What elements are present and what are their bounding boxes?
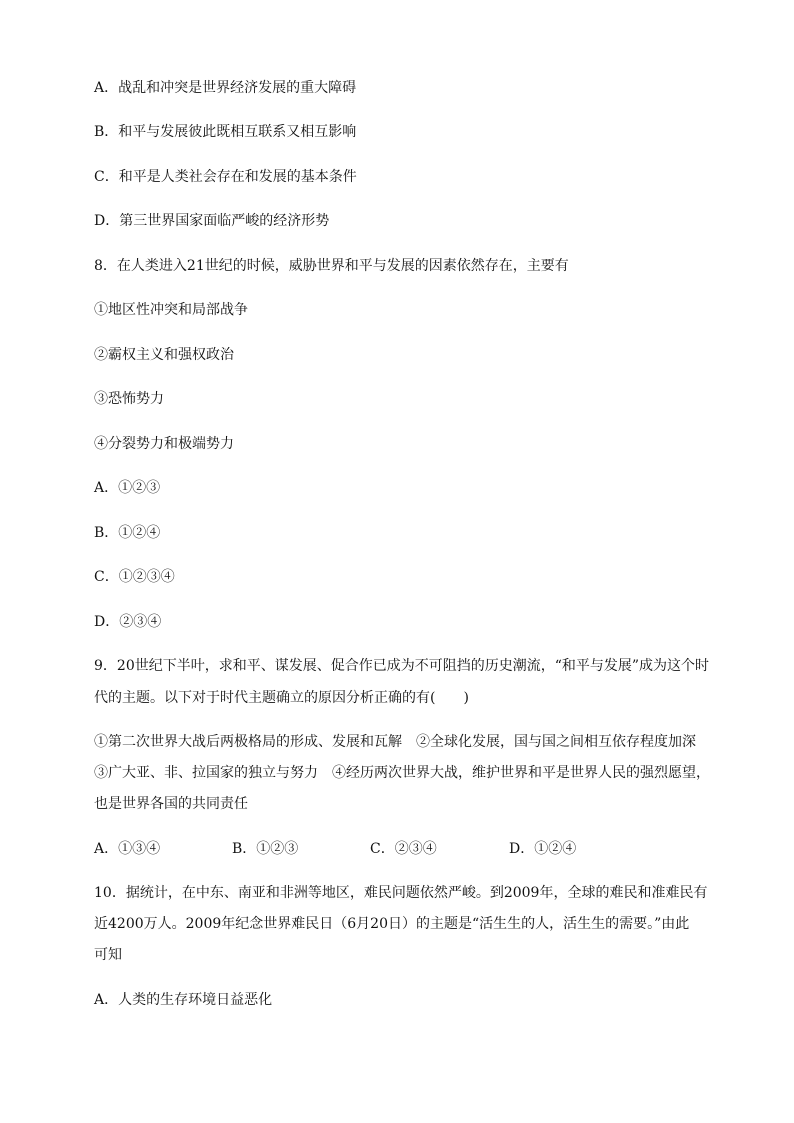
q9-option-a: A．①③④	[94, 841, 161, 857]
q8-item-3: ③恐怖势力	[94, 391, 164, 407]
q9-options-row	[94, 840, 714, 858]
q10-stem-line-3: 可知	[94, 947, 122, 963]
q8-stem: 8．在人类进入21世纪的时候，威胁世界和平与发展的因素依然存在，主要有	[94, 258, 569, 274]
q7-option-a: A．战乱和冲突是世界经济发展的重大障碍	[94, 80, 357, 96]
q7-option-c: C．和平是人类社会存在和发展的基本条件	[94, 169, 357, 185]
q9-stem-line-1: 9．20世纪下半叶，求和平、谋发展、促合作已成为不可阻挡的历史潮流，“和平与发展”成为这个时	[94, 658, 710, 674]
q7-option-b: B．和平与发展彼此既相互联系又相互影响	[94, 124, 357, 140]
q9-items-line-1: ①第二次世界大战后两极格局的形成、发展和瓦解 ②全球化发展，国与国之间相互依存程度加深	[94, 734, 696, 750]
q10-option-a: A．人类的生存环境日益恶化	[94, 992, 273, 1008]
q9-option-c: C．②③④	[370, 841, 437, 857]
q7-option-d: D．第三世界国家面临严峻的经济形势	[94, 213, 330, 229]
q9-option-d: D．①②④	[509, 841, 577, 857]
q10-stem-line-2: 近4200万人。2009年纪念世界难民日（6月20日）的主题是“活生生的人，活生生的需要。”由此	[94, 916, 690, 932]
q9-items-line-3: 也是世界各国的共同责任	[94, 796, 248, 812]
q10-stem-line-1: 10．据统计，在中东、南亚和非洲等地区，难民问题依然严峻。到2009年，全球的难民和准难民有	[94, 885, 708, 901]
q9-option-b: B．①②③	[232, 841, 299, 857]
q8-item-1: ①地区性冲突和局部战争	[94, 302, 248, 318]
q8-option-b: B．①②④	[94, 525, 161, 541]
q9-items-line-2: ③广大亚、非、拉国家的独立与努力 ④经历两次世界大战，维护世界和平是世界人民的强烈愿望，	[94, 765, 710, 781]
q9-stem-line-2: 代的主题。以下对于时代主题确立的原因分析正确的有( )	[94, 690, 469, 706]
q8-item-4: ④分裂势力和极端势力	[94, 436, 234, 452]
q8-item-2: ②霸权主义和强权政治	[94, 347, 234, 363]
q8-option-c: C．①②③④	[94, 569, 175, 585]
q8-option-a: A．①②③	[94, 480, 161, 496]
q8-option-d: D．②③④	[94, 614, 162, 630]
